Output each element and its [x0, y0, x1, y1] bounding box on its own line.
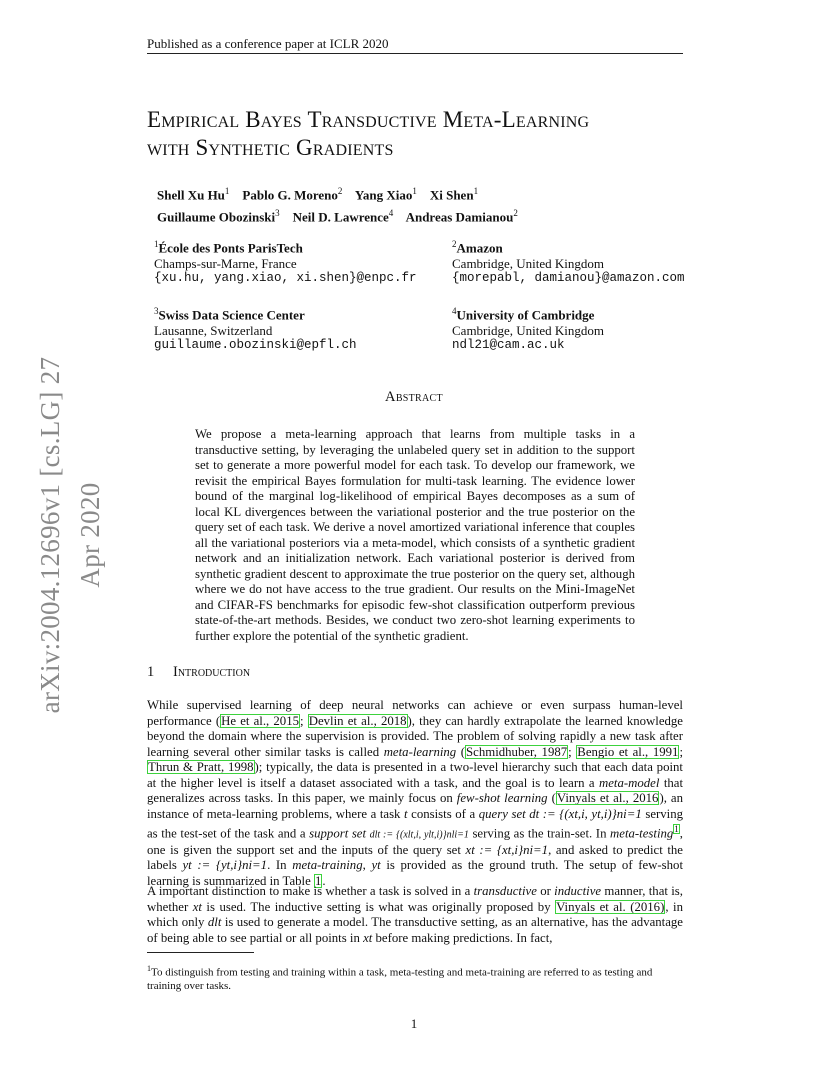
text: (	[547, 791, 556, 805]
text: or	[536, 884, 555, 898]
emph-term: meta-testing	[610, 826, 674, 841]
affil-location: Cambridge, United Kingdom	[452, 322, 605, 338]
section-heading	[147, 664, 250, 681]
author-affil-mark: 1	[224, 186, 230, 196]
abstract-heading: Abstract	[385, 389, 443, 405]
citation-link[interactable]: He et al., 2015	[221, 713, 299, 728]
affiliation-3	[154, 304, 357, 354]
text: (	[456, 744, 466, 759]
emph-term: meta-model	[599, 775, 660, 790]
affiliation-4	[452, 304, 604, 354]
citation-link[interactable]: Schmidhuber, 1987	[466, 744, 568, 759]
text: ;	[679, 744, 683, 759]
affil-mark: 2	[452, 239, 457, 249]
emph-term: support set	[309, 826, 367, 841]
affil-email: {morepabl, damianou}@amazon.com	[452, 271, 685, 286]
math: dlt := {(xlt,i, ylt,i)}nli=1	[369, 829, 469, 841]
title-line-1: Empirical Bayes Transductive Meta-Learning	[147, 107, 590, 132]
math: yt	[371, 858, 381, 873]
citation-link[interactable]: Vinyals et al. (2016)	[556, 899, 665, 914]
text: While supervised learning of deep neural networks can achieve or even surpass human-level performance (	[147, 698, 683, 728]
author-name: Neil D. Lawrence	[292, 209, 389, 225]
text: serving as the train-set. In	[468, 826, 611, 841]
author-name: Xi Shen	[429, 187, 474, 203]
affil-mark: 4	[452, 306, 457, 316]
text: , one is given the support set and the inputs of the query set	[147, 826, 683, 857]
text: , in which only	[147, 899, 683, 929]
math: dt := {(xt,i, yt,i)}ni=1	[529, 806, 642, 821]
math: t	[404, 806, 408, 821]
affil-location: Champs-sur-Marne, France	[154, 255, 297, 271]
author-affil-mark: 2	[513, 208, 518, 219]
text: before making predictions. In fact,	[372, 930, 553, 945]
affil-email: ndl21@cam.ac.uk	[452, 338, 565, 353]
author-affil-mark: 1	[473, 186, 479, 196]
affil-name: University of Cambridge	[456, 307, 595, 323]
math: xt	[363, 930, 373, 945]
text: consists of a	[407, 806, 479, 821]
author-name: Pablo G. Moreno	[242, 187, 338, 203]
footnote	[147, 962, 683, 994]
affil-name: Amazon	[456, 240, 503, 256]
running-header: Published as a conference paper at ICLR 2020	[147, 36, 389, 51]
table-ref-link[interactable]: 1	[314, 873, 322, 888]
text: that generalizes across tasks. In this paper, we mainly focus on	[147, 775, 684, 805]
text: . In	[267, 858, 293, 873]
affil-location: Cambridge, United Kingdom	[452, 255, 605, 271]
emph-term: query set	[478, 806, 526, 821]
footnote-text: To distinguish from testing and training within a task, meta-testing and meta-training are referred to as testing and training over tasks.	[147, 966, 653, 993]
math: xt := {xt,i}ni=1	[465, 842, 549, 857]
emph-term: inductive	[554, 884, 602, 898]
affil-email: {xu.hu, yang.xiao, xi.shen}@enpc.fr	[154, 271, 417, 286]
affiliation-2	[452, 237, 685, 287]
affil-mark: 3	[154, 306, 159, 316]
footnote-mark: 1	[147, 964, 151, 973]
text: ;	[300, 713, 308, 728]
math: dlt	[207, 915, 222, 929]
affil-email: guillaume.obozinski@epfl.ch	[154, 338, 357, 353]
emph-term: meta-learning	[383, 744, 457, 759]
header-rule	[147, 53, 683, 54]
footnote-rule	[147, 952, 254, 953]
page-number: 1	[410, 1016, 418, 1031]
text: ,	[362, 858, 372, 873]
text: , and asked to predict the labels	[147, 842, 683, 873]
text: A important distinction to make is whether a task is solved in a	[147, 884, 474, 898]
text: .	[322, 873, 326, 888]
author-affil-mark: 4	[388, 208, 394, 219]
text: serving as the test-set of the task and a	[147, 806, 684, 841]
author-affil-mark: 1	[412, 186, 417, 196]
affil-mark: 1	[154, 239, 159, 249]
text: ), they can hardly extrapolate the learned knowledge beyond the domain where the supervision is provided. The problem of solving rapidly a new task after learning several other similar tasks is called	[147, 713, 683, 759]
math: yt := {yt,i}ni=1	[182, 858, 268, 873]
author-affil-mark: 3	[275, 208, 280, 219]
affil-name: Swiss Data Science Center	[158, 307, 305, 323]
emph-term: few-shot learning	[456, 791, 548, 805]
text: manner, that is, whether	[147, 884, 683, 914]
author-name: Shell Xu Hu	[157, 187, 225, 203]
intro-paragraph-1	[147, 698, 683, 889]
intro-paragraph-2	[147, 884, 683, 946]
affil-name: École des Ponts ParisTech	[158, 240, 303, 256]
title-line-2: with Synthetic Gradients	[147, 135, 394, 160]
text: is used to generate a model. The transductive setting, as an alternative, has the advantage of being able to see partial or all points in	[147, 915, 683, 945]
affiliation-1	[154, 237, 417, 287]
citation-link[interactable]: Vinyals et al., 2016	[556, 791, 659, 805]
citation-link[interactable]: Bengio et al., 1991	[577, 744, 679, 759]
text: ); typically, the data is presented in a two-level hierarchy such that each data point at the higher level is itself a dataset associated with a task, and the goal is to learn a	[147, 760, 683, 790]
text: is used. The inductive setting is what was originally proposed by	[201, 899, 556, 914]
emph-term: transductive	[473, 884, 537, 898]
author-list	[157, 182, 697, 227]
affil-location: Lausanne, Switzerland	[154, 322, 273, 338]
author-name: Guillaume Obozinski	[157, 209, 276, 225]
citation-link[interactable]: Thrun & Pratt, 1998	[148, 760, 254, 774]
citation-link[interactable]: Devlin et al., 2018	[308, 713, 407, 728]
author-line-2	[157, 204, 697, 226]
author-name: Andreas Damianou	[405, 209, 514, 225]
author-name: Yang Xiao	[354, 187, 413, 203]
footnote-link[interactable]: 1	[674, 824, 679, 834]
text: is provided as the ground truth. The setup of few-shot learning is summarized in Table	[147, 858, 683, 888]
text: ), an instance of meta-learning problems, where a task	[147, 791, 683, 821]
text: ;	[568, 744, 577, 759]
author-affil-mark: 2	[337, 186, 343, 196]
author-line-1	[157, 182, 697, 204]
arxiv-stamp: arXiv:2004.12696v1 [cs.LG] 27 Apr 2020	[35, 356, 105, 714]
section-title: Introduction	[173, 664, 251, 680]
emph-term: meta-training	[292, 858, 363, 873]
paper-title	[147, 106, 707, 162]
abstract-text: We propose a meta-learning approach that learns from multiple tasks in a transductive setting, by leveraging the unlabeled query set in addition to the support set to generate a more powerful model for each task. To develop our framework, we revisit the empirical Bayes formulation for multi-task learning. The evidence lower bound of the marginal log-likelihood of empirical Bayes decomposes as a sum of local KL divergences between the variational posterior and the true posterior on the query set of each task. We derive a novel amortized variational inference that couples all the variational posteriors via a meta-model, which consists of a synthetic gradient network and an initialization network. Each variational posterior is derived from synthetic gradient descent to approximate the true posterior on the query set, although where we do not have access to the true gradient. Our results on the Mini-ImageNet and CIFAR-FS benchmarks for episodic few-shot classification outperform previous state-of-the-art methods. Besides, we conduct two zero-shot learning experiments to further explore the potential of the synthetic gradient.	[195, 427, 635, 643]
math: xt	[192, 899, 202, 914]
section-number: 1	[147, 664, 155, 680]
